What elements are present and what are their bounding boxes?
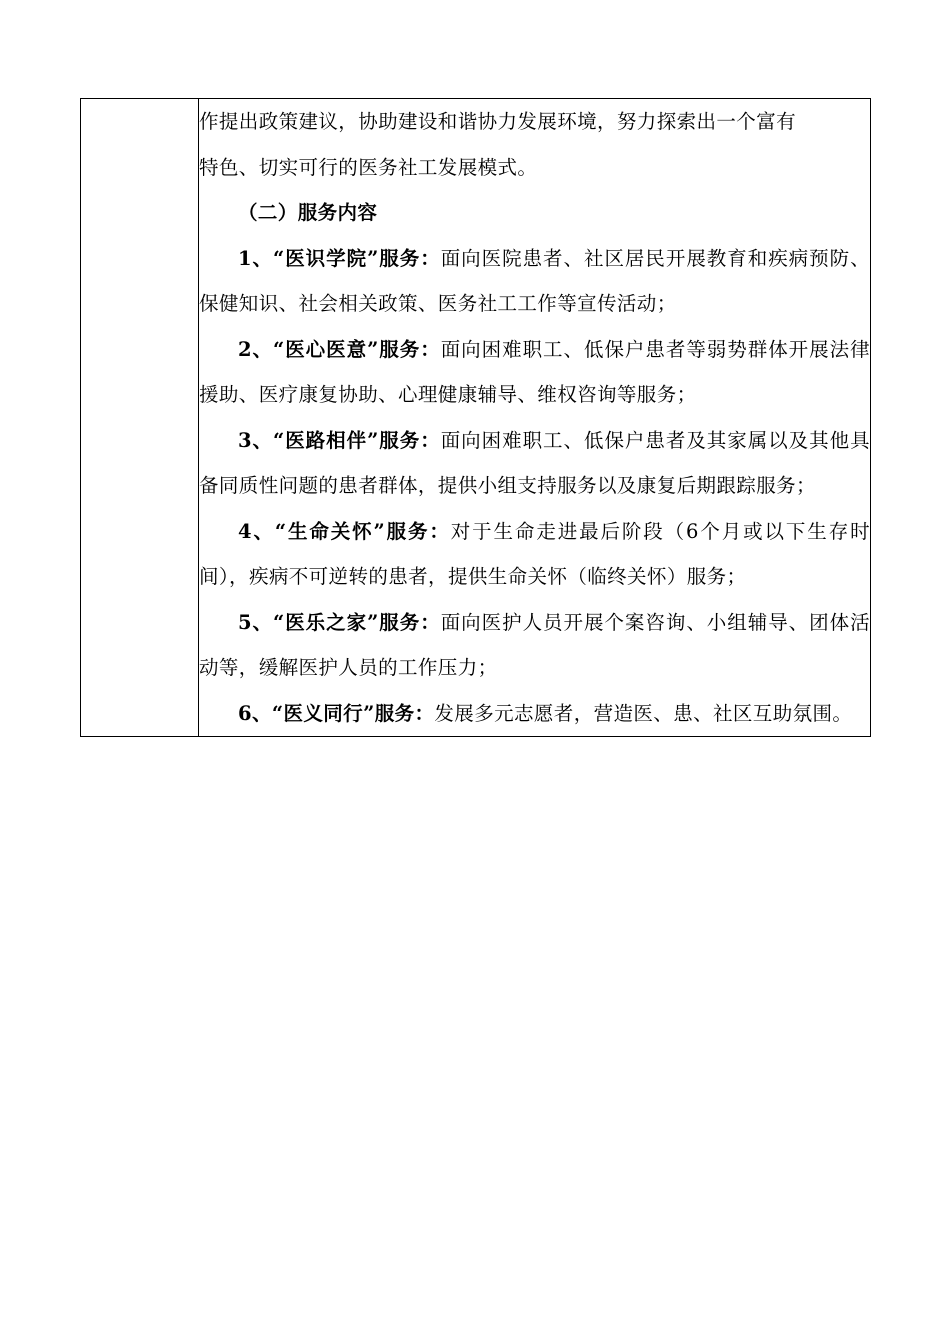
service-item-label: 3、“医路相伴”服务： [238, 428, 441, 452]
service-item-label: 1、“医识学院”服务： [238, 246, 441, 270]
service-item-text: 面向困难职工、低保户患者及其家属以及其他具备同质性问题的患者群体，提供小组支持服务以及康复后期跟踪服务； [199, 428, 870, 497]
service-item-label: 4、“生命关怀”服务： [238, 519, 451, 543]
intro-line-1: 作提出政策建议，协助建设和谐协力发展环境，努力探索出一个富有 [199, 110, 797, 133]
service-item-text: 面向医院患者、社区居民开展教育和疾病预防、保健知识、社会相关政策、医务社工工作等宣传活动； [199, 246, 870, 315]
service-item-3 [199, 418, 870, 509]
service-item-text: 面向困难职工、低保户患者等弱势群体开展法律援助、医疗康复协助、心理健康辅导、维权咨询等服务； [199, 337, 870, 406]
service-item-5 [199, 600, 870, 691]
service-item-label: 2、“医心医意”服务： [238, 337, 441, 361]
service-item-2 [199, 327, 870, 418]
service-item-1 [199, 236, 870, 327]
label-cell-empty [81, 99, 199, 737]
content-cell [199, 99, 871, 737]
section-heading: （二）服务内容 [238, 201, 378, 224]
service-item-label: 6、“医义同行”服务： [238, 701, 435, 725]
service-item-text: 对于生命走进最后阶段（6个月或以下生存时间），疾病不可逆转的患者，提供生命关怀（临终关怀）服务； [199, 519, 870, 588]
content-table [80, 98, 871, 737]
service-item-text: 面向医护人员开展个案咨询、小组辅导、团体活动等，缓解医护人员的工作压力； [199, 610, 870, 679]
service-item-6 [199, 691, 870, 737]
intro-line-2: 特色、切实可行的医务社工发展模式。 [199, 155, 538, 179]
service-item-4 [199, 509, 870, 600]
table-row [81, 99, 871, 737]
service-item-text: 发展多元志愿者，营造医、患、社区互助氛围。 [434, 701, 853, 725]
service-item-label: 5、“医乐之家”服务： [238, 610, 441, 634]
